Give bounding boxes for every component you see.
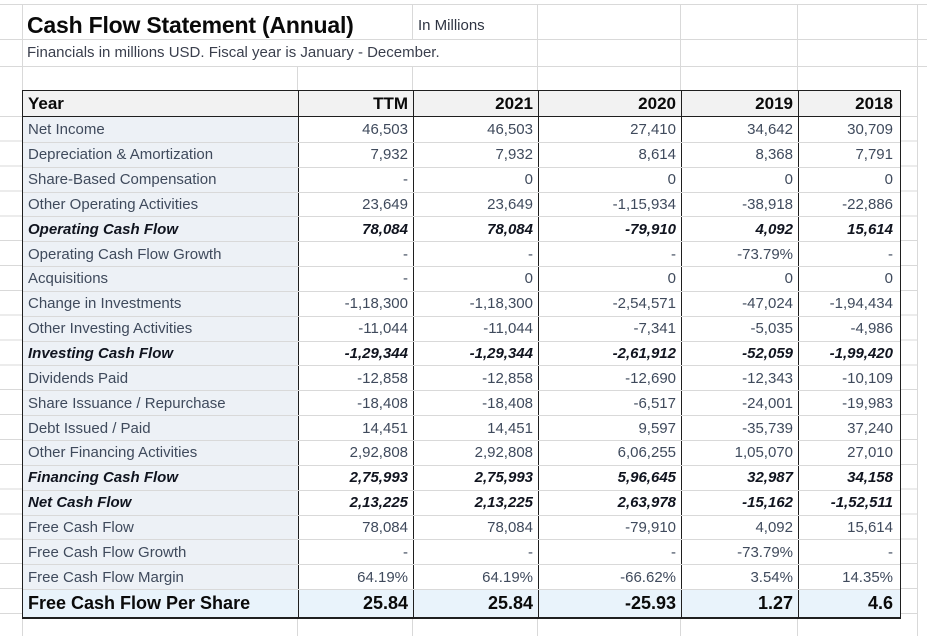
table-row bbox=[23, 142, 900, 167]
table-row bbox=[23, 216, 900, 241]
cell-2020[interactable]: -66.62% bbox=[538, 565, 681, 589]
cell-2019[interactable]: -15,162 bbox=[681, 491, 798, 515]
cell-2020[interactable]: - bbox=[538, 242, 681, 266]
cell-2018[interactable]: -10,109 bbox=[798, 366, 898, 390]
col-header-2020[interactable]: 2020 bbox=[538, 91, 681, 116]
cell-2020[interactable]: -6,517 bbox=[538, 391, 681, 415]
cell-2019[interactable]: -47,024 bbox=[681, 292, 798, 316]
row-label[interactable]: Operating Cash Flow Growth bbox=[23, 242, 298, 266]
cell-2018[interactable]: 15,614 bbox=[798, 217, 898, 241]
table-row bbox=[23, 515, 900, 540]
cell-2018[interactable]: 14.35% bbox=[798, 565, 898, 589]
cell-2021[interactable]: 2,92,808 bbox=[413, 441, 538, 465]
table-row bbox=[23, 192, 900, 217]
cell-ttm[interactable]: - bbox=[298, 168, 413, 192]
cell-2020[interactable]: 2,63,978 bbox=[538, 491, 681, 515]
cell-2018[interactable]: 15,614 bbox=[798, 516, 898, 540]
cell-2021[interactable]: -18,408 bbox=[413, 391, 538, 415]
cell-2019[interactable]: -24,001 bbox=[681, 391, 798, 415]
cell-2020[interactable]: 27,410 bbox=[538, 117, 681, 142]
cell-ttm[interactable]: 78,084 bbox=[298, 516, 413, 540]
cell-2019[interactable]: 0 bbox=[681, 168, 798, 192]
cell-ttm[interactable]: - bbox=[298, 267, 413, 291]
cell-2020[interactable]: 9,597 bbox=[538, 416, 681, 440]
cell-2021[interactable]: 14,451 bbox=[413, 416, 538, 440]
row-label[interactable]: Free Cash Flow Per Share bbox=[23, 590, 298, 617]
row-label[interactable]: Acquisitions bbox=[23, 267, 298, 291]
col-header-year[interactable]: Year bbox=[28, 93, 64, 113]
row-label[interactable]: Change in Investments bbox=[23, 292, 298, 316]
cell-ttm[interactable]: - bbox=[298, 242, 413, 266]
cell-2019[interactable]: 8,368 bbox=[681, 143, 798, 167]
cell-2019[interactable]: -5,035 bbox=[681, 317, 798, 341]
col-header-2021[interactable]: 2021 bbox=[413, 91, 538, 116]
row-label[interactable]: Operating Cash Flow bbox=[23, 217, 298, 241]
cell-2021[interactable]: -12,858 bbox=[413, 366, 538, 390]
cell-2021[interactable]: 2,75,993 bbox=[413, 466, 538, 490]
row-label[interactable]: Debt Issued / Paid bbox=[23, 416, 298, 440]
cell-2019[interactable]: 4,092 bbox=[681, 516, 798, 540]
cell-ttm[interactable]: 2,75,993 bbox=[298, 466, 413, 490]
row-label[interactable]: Share-Based Compensation bbox=[23, 168, 298, 192]
cell-2018[interactable]: 0 bbox=[798, 267, 898, 291]
cell-2020[interactable]: -2,61,912 bbox=[538, 342, 681, 366]
cell-2018[interactable]: 4.6 bbox=[798, 590, 898, 617]
cell-2020[interactable]: 0 bbox=[538, 168, 681, 192]
cell-2018[interactable]: 34,158 bbox=[798, 466, 898, 490]
cell-2021[interactable]: 7,932 bbox=[413, 143, 538, 167]
cell-2018[interactable]: -19,983 bbox=[798, 391, 898, 415]
table-row bbox=[23, 415, 900, 440]
row-label[interactable]: Share Issuance / Repurchase bbox=[23, 391, 298, 415]
table-row bbox=[23, 117, 900, 142]
cell-ttm[interactable]: - bbox=[298, 540, 413, 564]
row-label[interactable]: Investing Cash Flow bbox=[23, 342, 298, 366]
col-header-2019[interactable]: 2019 bbox=[681, 91, 798, 116]
cell-ttm[interactable]: 2,13,225 bbox=[298, 491, 413, 515]
table-row bbox=[23, 365, 900, 390]
cell-2020[interactable]: 5,96,645 bbox=[538, 466, 681, 490]
page-title: Cash Flow Statement (Annual) bbox=[27, 12, 354, 38]
cell-2019[interactable]: -73.79% bbox=[681, 540, 798, 564]
cell-2021[interactable]: - bbox=[413, 242, 538, 266]
cell-2020[interactable]: -7,341 bbox=[538, 317, 681, 341]
cell-ttm[interactable]: 64.19% bbox=[298, 565, 413, 589]
row-label[interactable]: Dividends Paid bbox=[23, 366, 298, 390]
table-row bbox=[23, 316, 900, 341]
row-label[interactable]: Free Cash Flow Margin bbox=[23, 565, 298, 589]
cell-2019[interactable]: -38,918 bbox=[681, 193, 798, 217]
cell-2020[interactable]: -79,910 bbox=[538, 516, 681, 540]
cell-2018[interactable]: 27,010 bbox=[798, 441, 898, 465]
cell-2019[interactable]: 32,987 bbox=[681, 466, 798, 490]
cell-2019[interactable]: 0 bbox=[681, 267, 798, 291]
row-label[interactable]: Financing Cash Flow bbox=[23, 466, 298, 490]
row-label[interactable]: Net Income bbox=[23, 117, 298, 142]
table-row bbox=[23, 465, 900, 490]
cell-2021[interactable]: 23,649 bbox=[413, 193, 538, 217]
cell-ttm[interactable]: 2,92,808 bbox=[298, 441, 413, 465]
cell-2019[interactable]: -73.79% bbox=[681, 242, 798, 266]
table-row bbox=[23, 564, 900, 589]
table-row bbox=[23, 490, 900, 515]
table-row bbox=[23, 266, 900, 291]
cell-ttm[interactable]: -1,29,344 bbox=[298, 342, 413, 366]
cell-ttm[interactable]: 23,649 bbox=[298, 193, 413, 217]
page-subtitle: Financials in millions USD. Fiscal year is January - December. bbox=[27, 44, 440, 61]
cell-2020[interactable]: 6,06,255 bbox=[538, 441, 681, 465]
row-label[interactable]: Free Cash Flow Growth bbox=[23, 540, 298, 564]
table-row bbox=[23, 539, 900, 564]
cell-ttm[interactable]: 78,084 bbox=[298, 217, 413, 241]
cell-2020[interactable]: -79,910 bbox=[538, 217, 681, 241]
cell-2020[interactable]: - bbox=[538, 540, 681, 564]
table-row bbox=[23, 440, 900, 465]
cell-ttm[interactable]: 14,451 bbox=[298, 416, 413, 440]
cell-2018[interactable]: - bbox=[798, 540, 898, 564]
cell-2021[interactable]: -1,29,344 bbox=[413, 342, 538, 366]
cell-2021[interactable]: -1,18,300 bbox=[413, 292, 538, 316]
cell-2018[interactable]: 37,240 bbox=[798, 416, 898, 440]
cell-ttm[interactable]: 7,932 bbox=[298, 143, 413, 167]
cell-ttm[interactable]: 46,503 bbox=[298, 117, 413, 142]
table-row bbox=[23, 241, 900, 266]
cell-2019[interactable]: -52,059 bbox=[681, 342, 798, 366]
cell-2018[interactable]: - bbox=[798, 242, 898, 266]
cell-2018[interactable]: -4,986 bbox=[798, 317, 898, 341]
cell-2018[interactable]: -1,94,434 bbox=[798, 292, 898, 316]
table-row bbox=[23, 291, 900, 316]
cell-2021[interactable]: 78,084 bbox=[413, 217, 538, 241]
cell-2018[interactable]: 0 bbox=[798, 168, 898, 192]
table-row bbox=[23, 167, 900, 192]
table-row bbox=[23, 390, 900, 415]
cell-2020[interactable]: -25.93 bbox=[538, 590, 681, 617]
cell-2018[interactable]: -1,99,420 bbox=[798, 342, 898, 366]
row-label[interactable]: Other Financing Activities bbox=[23, 441, 298, 465]
row-label[interactable]: Net Cash Flow bbox=[23, 491, 298, 515]
cell-ttm[interactable]: 25.84 bbox=[298, 590, 413, 617]
cell-ttm[interactable]: -18,408 bbox=[298, 391, 413, 415]
cell-2019[interactable]: 3.54% bbox=[681, 565, 798, 589]
cash-flow-table bbox=[22, 90, 901, 619]
cell-2021[interactable]: 25.84 bbox=[413, 590, 538, 617]
table-header-row bbox=[23, 91, 900, 117]
cell-2019[interactable]: -35,739 bbox=[681, 416, 798, 440]
col-header-2018[interactable]: 2018 bbox=[798, 91, 898, 116]
cell-2019[interactable]: 1,05,070 bbox=[681, 441, 798, 465]
cell-2019[interactable]: 4,092 bbox=[681, 217, 798, 241]
cell-2020[interactable]: 0 bbox=[538, 267, 681, 291]
cell-ttm[interactable]: -12,858 bbox=[298, 366, 413, 390]
cell-2018[interactable]: -1,52,511 bbox=[798, 491, 898, 515]
units-note: In Millions bbox=[418, 17, 485, 34]
col-header-ttm[interactable]: TTM bbox=[298, 91, 413, 116]
cell-2021[interactable]: 2,13,225 bbox=[413, 491, 538, 515]
row-label[interactable]: Depreciation & Amortization bbox=[23, 143, 298, 167]
cell-2019[interactable]: 1.27 bbox=[681, 590, 798, 617]
cell-2021[interactable]: 64.19% bbox=[413, 565, 538, 589]
row-label[interactable]: Other Investing Activities bbox=[23, 317, 298, 341]
cell-2020[interactable]: -2,54,571 bbox=[538, 292, 681, 316]
cell-2021[interactable]: -11,044 bbox=[413, 317, 538, 341]
cell-ttm[interactable]: -11,044 bbox=[298, 317, 413, 341]
cell-2020[interactable]: -1,15,934 bbox=[538, 193, 681, 217]
cell-2019[interactable]: -12,343 bbox=[681, 366, 798, 390]
cell-2021[interactable]: 0 bbox=[413, 267, 538, 291]
cell-2021[interactable]: 78,084 bbox=[413, 516, 538, 540]
cell-2020[interactable]: 8,614 bbox=[538, 143, 681, 167]
cell-ttm[interactable]: -1,18,300 bbox=[298, 292, 413, 316]
cell-2018[interactable]: 30,709 bbox=[798, 117, 898, 142]
cell-2018[interactable]: 7,791 bbox=[798, 143, 898, 167]
cell-2021[interactable]: - bbox=[413, 540, 538, 564]
cell-2021[interactable]: 0 bbox=[413, 168, 538, 192]
table-row bbox=[23, 589, 900, 617]
cell-2019[interactable]: 34,642 bbox=[681, 117, 798, 142]
row-label[interactable]: Other Operating Activities bbox=[23, 193, 298, 217]
cell-2021[interactable]: 46,503 bbox=[413, 117, 538, 142]
cell-2020[interactable]: -12,690 bbox=[538, 366, 681, 390]
cell-2018[interactable]: -22,886 bbox=[798, 193, 898, 217]
row-label[interactable]: Free Cash Flow bbox=[23, 516, 298, 540]
table-row bbox=[23, 341, 900, 366]
